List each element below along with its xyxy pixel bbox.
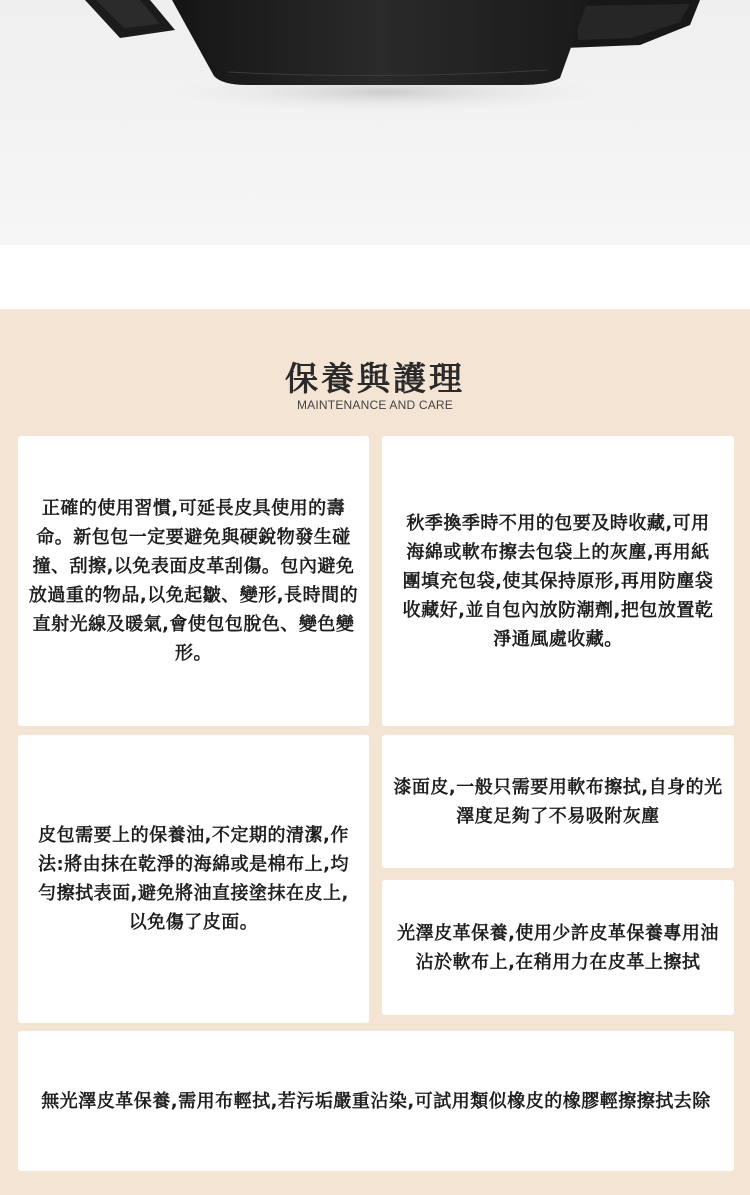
- maintenance-section: [0, 309, 750, 1195]
- section-subtitle: MAINTENANCE AND CARE: [296, 398, 454, 412]
- care-card-storage: [382, 436, 734, 726]
- care-card-oil: [18, 735, 369, 1023]
- care-card-text: 光澤皮革保養,使用少許皮革保養專用油沾於軟布上,在稍用力在皮革上擦拭: [397, 922, 719, 973]
- section-title: 保養與護理: [285, 359, 465, 398]
- care-card-usage: [18, 436, 369, 726]
- care-card-text: 皮包需要上的保養油,不定期的清潔,作法:將由抹在乾淨的海綿或是棉布上,均勻擦拭表面,避免將油直接塗抹在皮上,以免傷了皮面。: [37, 825, 350, 933]
- care-card-text: 無光澤皮革保養,需用布輕拭,若污垢嚴重沾染,可試用類似橡皮的橡膠輕擦擦拭去除: [41, 1090, 711, 1112]
- care-card-matte: [18, 1031, 734, 1171]
- care-card-text: 漆面皮,一般只需要用軟布擦拭,自身的光澤度足夠了不易吸附灰塵: [393, 776, 723, 827]
- product-photo: [0, 0, 750, 245]
- care-card-patent: [382, 735, 734, 868]
- care-card-glossy: [382, 880, 734, 1015]
- bag-image: [0, 0, 750, 245]
- spacer: [0, 245, 750, 309]
- care-card-text: 正確的使用習慣,可延長皮具使用的壽命。新包包一定要避免與硬銳物發生碰撞、刮擦,以免表面皮革刮傷。包內避免放過重的物品,以免起皺、變形,長時間的直射光線及暖氣,會使包包脫色、變色變形。: [28, 498, 359, 664]
- care-card-text: 秋季換季時不用的包要及時收藏,可用海綿或軟布擦去包袋上的灰塵,再用紙團填充包袋,使其保持原形,再用防塵袋收藏好,並自包內放防潮劑,把包放置乾淨通風處收藏。: [402, 512, 714, 650]
